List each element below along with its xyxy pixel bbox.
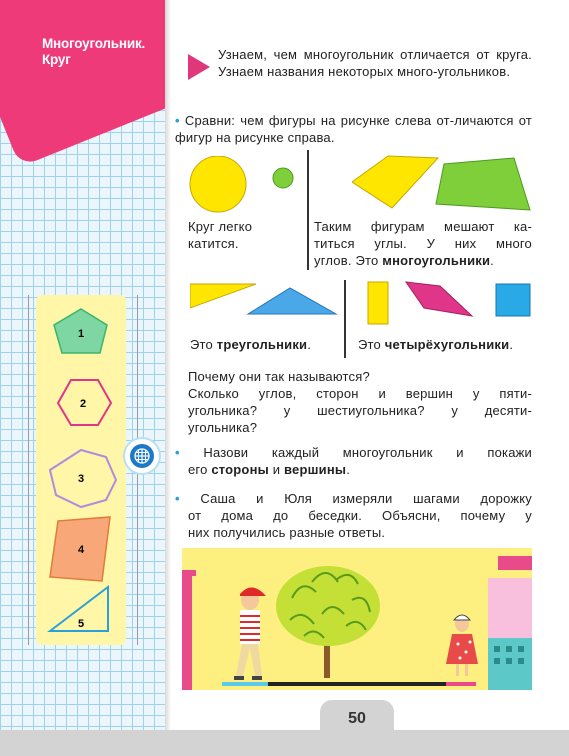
task2-bold-vertices: вершины [284, 462, 347, 477]
quads-caption-bold: четырёхугольники [384, 337, 510, 352]
task3-line1-row [175, 490, 532, 507]
divider-2 [344, 280, 346, 358]
polygon-caption-pre: углов. Это [314, 253, 383, 268]
circle-caption-line2: катится. [188, 236, 239, 251]
polygons-figure [352, 152, 532, 214]
bullet-icon: • [175, 113, 185, 128]
yellow-rectangle [368, 282, 388, 324]
lesson-title-line1: Многоугольник. [42, 36, 146, 51]
task2-bold-sides: стороны [211, 462, 269, 477]
task2-mid: и [268, 462, 285, 477]
quads-caption [358, 336, 536, 353]
bullet-icon: • [175, 491, 201, 506]
polygon-caption-line3 [314, 252, 532, 269]
triangles-caption-post: . [307, 337, 312, 352]
walking-scene [182, 548, 532, 690]
question-block [188, 368, 532, 436]
task2-line1: Назови каждый многоугольник и покажи [203, 445, 532, 460]
task3-line3: них получились разные ответы. [188, 525, 386, 540]
small-circle [273, 168, 293, 188]
task2 [175, 444, 532, 478]
task1-text: Сравни: чем фигуры на рисунке слева от-личаются от фигур на рисунке справа. [175, 113, 532, 145]
task2-pre: его [188, 462, 212, 477]
question-line4: угольника? [188, 420, 258, 435]
quads-caption-pre: Это [358, 337, 385, 352]
triangles-caption [190, 336, 340, 353]
nav-button[interactable] [125, 439, 159, 473]
polygon-caption-line1: Таким фигурам мешают ка- [314, 219, 532, 234]
page-number: 50 [348, 710, 366, 727]
question-line2: Сколько углов, сторон и вершин у пяти- [188, 386, 532, 401]
lesson-title-line2: Круг [42, 52, 71, 67]
task3-line2: от дома до беседки. Объясни, почему у [188, 508, 532, 523]
triangles-figure [190, 282, 340, 322]
polygon-caption-line2: титься углы. У них много [314, 236, 532, 251]
circle-caption [188, 218, 298, 252]
grid-globe-glyph [130, 444, 154, 468]
question-line3: угольника? у шестиугольника? у десяти- [188, 403, 532, 418]
yellow-triangle [190, 284, 256, 308]
question-line1: Почему они так называются? [188, 369, 370, 384]
quads-caption-post: . [509, 337, 514, 352]
circle-caption-line1: Круг легко [188, 219, 253, 234]
shape-number-2: 2 [80, 398, 87, 410]
scene-svg [182, 548, 532, 690]
shape-number-1: 1 [78, 328, 85, 340]
bullet-icon: • [175, 445, 204, 460]
footer-bar [0, 730, 569, 756]
polygon-caption [314, 218, 532, 269]
task3-line1: Саша и Юля измеряли шагами дорожку [200, 491, 532, 506]
grid-globe-icon [130, 444, 154, 468]
page-edge [165, 0, 171, 730]
task1 [175, 112, 532, 146]
goal-text: Узнаем, чем многоугольник отличается от круга. Узнаем названия некоторых много-угольников. [218, 47, 532, 79]
task3 [175, 490, 532, 541]
task2-post: . [346, 462, 351, 477]
blue-square [496, 284, 530, 316]
divider-1 [307, 150, 309, 270]
triangles-caption-pre: Это [190, 337, 217, 352]
task2-line1-row [175, 444, 532, 461]
yellow-quad [352, 156, 438, 208]
task2-line2 [175, 461, 532, 478]
shape-number-3: 3 [78, 473, 85, 485]
lesson-title [42, 36, 145, 68]
shape-number-4: 4 [78, 544, 85, 556]
sidebar-shapes [36, 295, 126, 645]
triangle-marker-icon [188, 54, 210, 80]
blue-triangle [248, 288, 336, 314]
polygon-caption-post: . [490, 253, 494, 268]
big-circle [190, 156, 246, 212]
green-quad [436, 158, 530, 210]
polygon-caption-bold: многоугольники [382, 253, 491, 268]
triangles-caption-bold: треугольники [216, 337, 308, 352]
pink-rhombus [406, 282, 472, 316]
quads-figure [362, 280, 534, 328]
circles-figure [188, 156, 298, 216]
shape-number-5: 5 [78, 618, 85, 630]
